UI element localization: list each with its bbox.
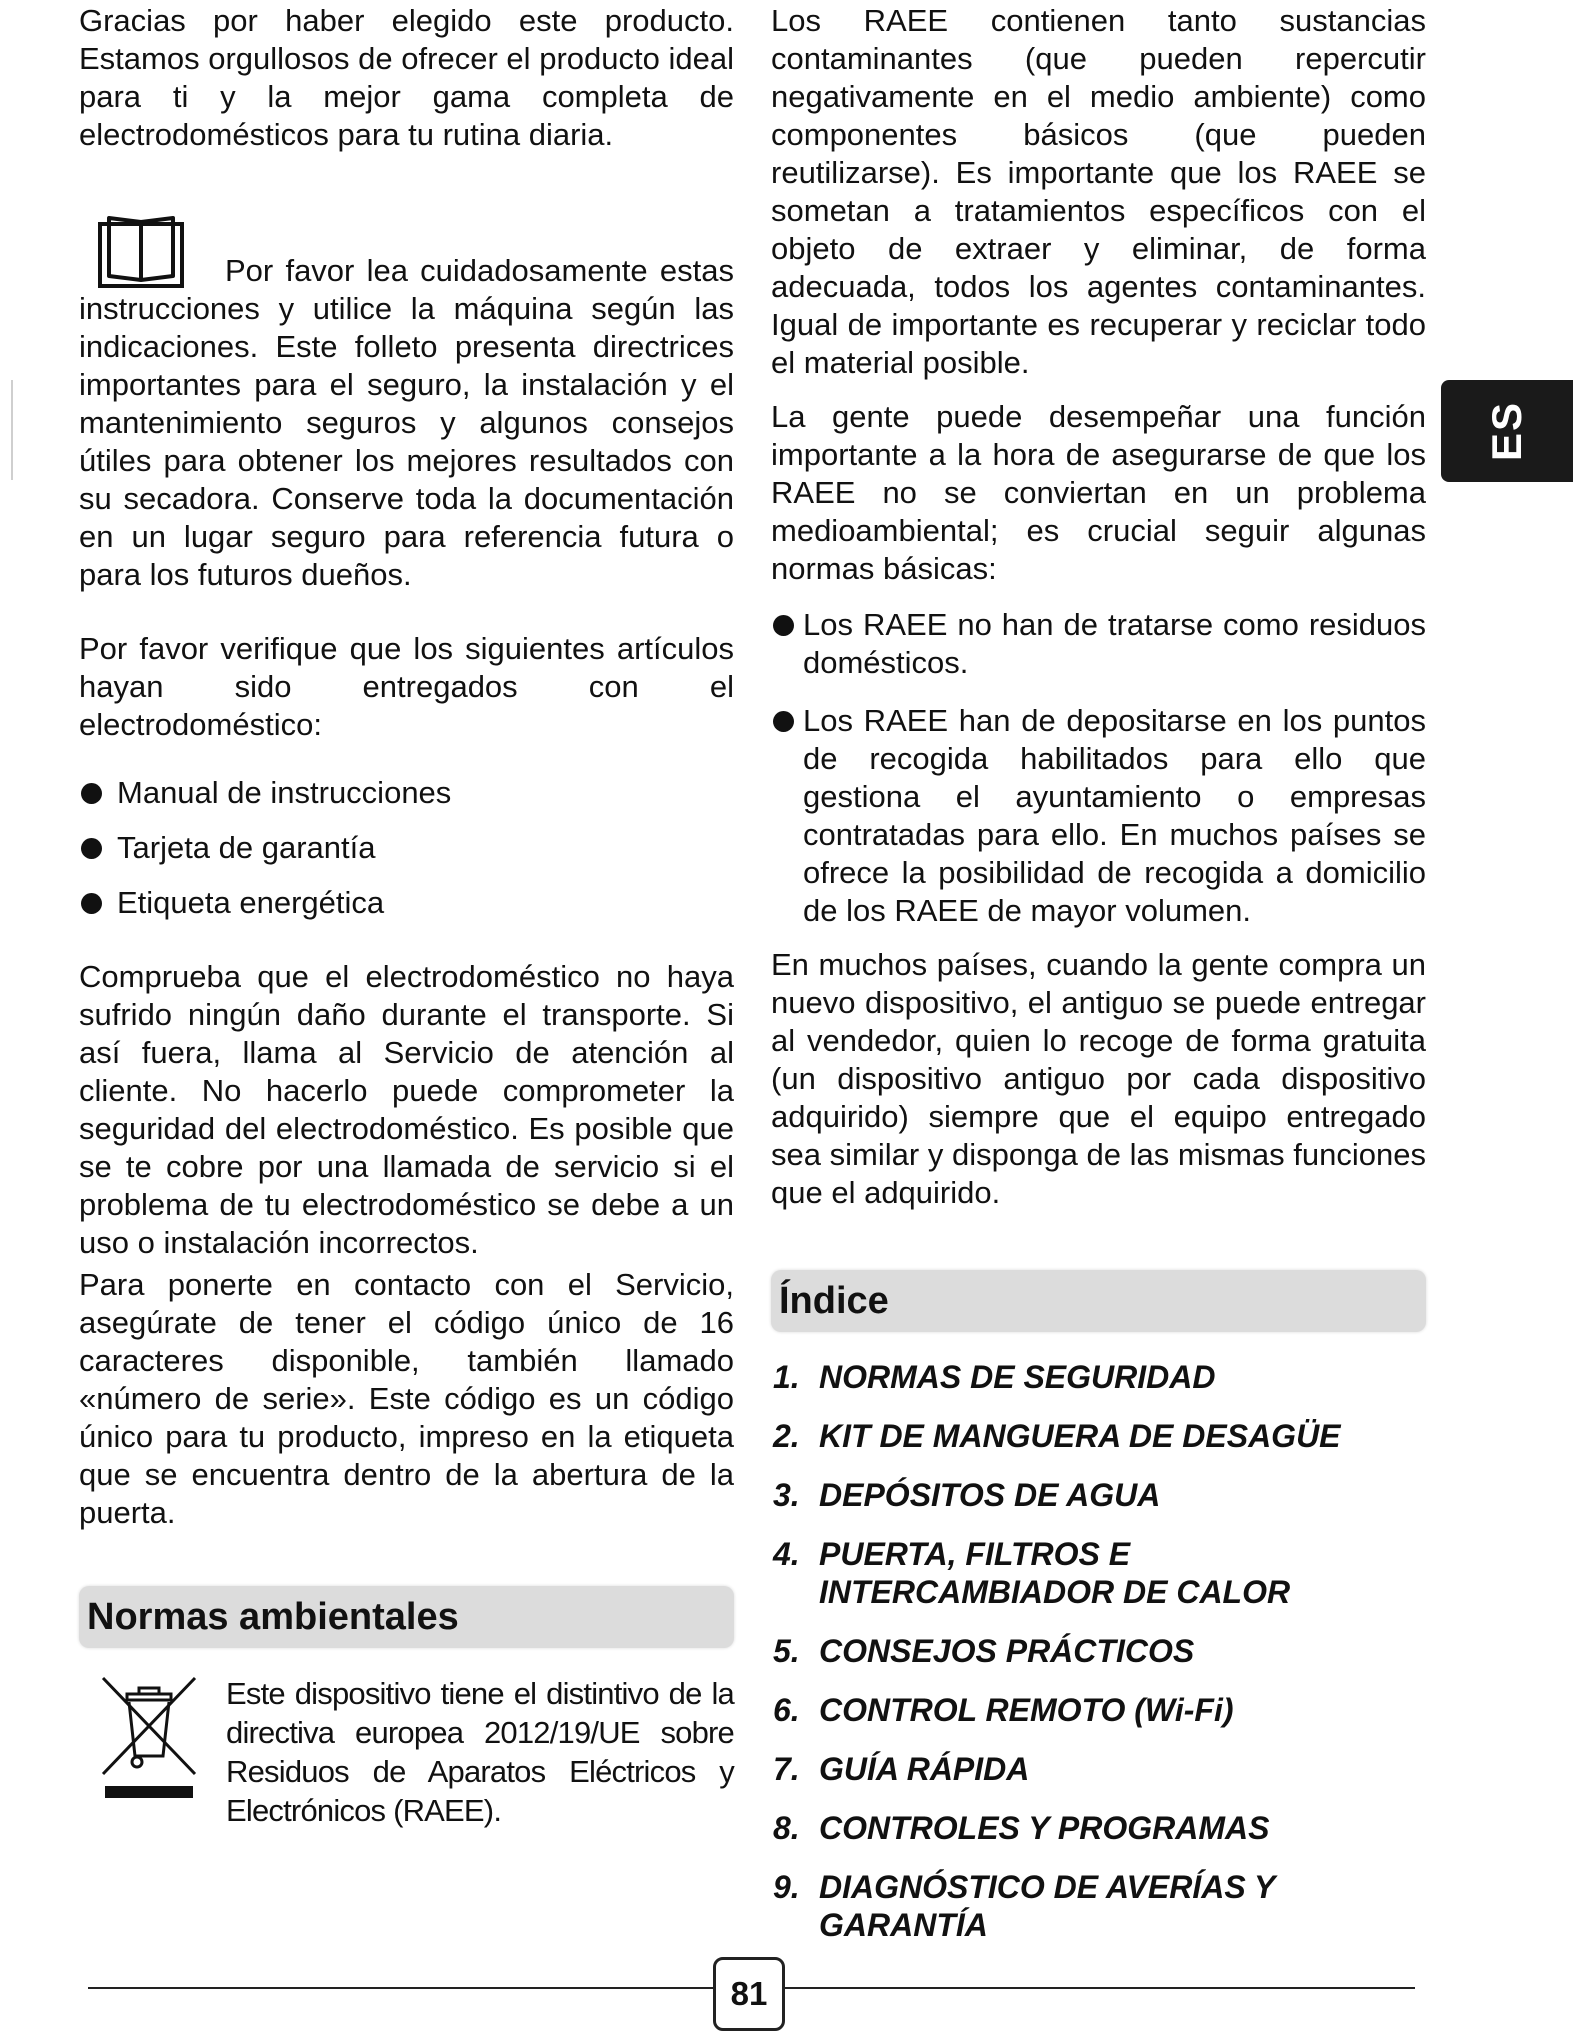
instructions-lead: Por favor lea cuidadosamente <box>225 253 648 288</box>
index-heading <box>771 1270 1426 1332</box>
index-item[interactable]: 3. DEPÓSITOS DE AGUA <box>773 1477 1161 1513</box>
page-number: 81 <box>713 1957 785 2031</box>
people-role-paragraph: La gente puede desempeñar una función importante a la hora de asegurarse de que los RAEE no se conviertan en un problema medioambiental; es crucial seguir algunas normas básicas: <box>771 399 1426 586</box>
index-list <box>771 1358 1426 1944</box>
index-item[interactable]: 1. NORMAS DE SEGURIDAD <box>773 1359 1216 1395</box>
index-title: Índice <box>779 1280 889 1322</box>
footer-rule-right <box>785 1987 1415 1989</box>
list-item: Manual de instrucciones <box>79 774 734 812</box>
damage-paragraph: Comprueba que el electrodoméstico no haya sufrido ningún daño durante el transporte. Si así fuera, llama al Servicio de atención al cliente. No hacerlo puede comprometer la seguridad del electrodoméstico. Es posible que se te cobre por una llamada de servicio si el problema de tu electrodoméstico se debe a un uso o instalación incorrectos. <box>79 959 734 1260</box>
instructions-paragraph <box>79 214 734 594</box>
index-item[interactable]: 4. PUERTA, FILTROS E INTERCAMBIADOR DE CALOR <box>773 1536 1291 1610</box>
raee-intro-paragraph: Los RAEE contienen tanto sustancias contaminantes (que pueden repercutir negativamente en el medio ambiente) como componentes básicos (que pueden reutilizarse). Es importante que los RAEE se sometan a tratamientos específicos con el objeto de extraer y eliminar, de forma adecuada, todos los agentes contaminantes. Igual de importante es recuperar y reciclar todo el material posible. <box>771 3 1426 380</box>
index-item[interactable]: 7. GUÍA RÁPIDA <box>773 1751 1030 1787</box>
right-column <box>771 0 1426 1965</box>
weee-block <box>79 1674 734 1830</box>
instructions-rest: estas instrucciones y utilice la máquina según las indicaciones. Este folleto presenta directrices importantes para el seguro, la instalación y el mantenimiento seguros y algunos consejos útiles para obtener los mejores resultados con su secadora. Conserve toda la documentación en un lugar seguro para referencia futura o para los futuros dueños. <box>79 253 734 592</box>
weee-text: Este dispositivo tiene el distintivo de la directiva europea 2012/19/UE sobre Residuos de Aparatos Eléctricos y Electrónicos (RAEE). <box>226 1676 734 1828</box>
contact-paragraph: Para ponerte en contacto con el Servicio, asegúrate de tener el código único de 16 caracteres disponible, también llamado «número de serie». Este código es un código único para tu producto, impreso en la etiqueta que se encuentra dentro de la abertura de la puerta. <box>79 1267 734 1530</box>
verify-paragraph: Por favor verifique que los siguientes artículos hayan sido entregados con el electrodoméstico: <box>79 631 734 742</box>
list-item: Los RAEE no han de tratarse como residuos domésticos. <box>771 606 1426 682</box>
index-item[interactable]: 5. CONSEJOS PRÁCTICOS <box>773 1633 1195 1669</box>
crossed-bin-icon <box>99 1674 199 1804</box>
return-policy-paragraph: En muchos países, cuando la gente compra un nuevo dispositivo, el antiguo se puede entregar al vendedor, quien lo recoge de forma gratuita (un dispositivo antiguo por cada dispositivo adquirido) siempre que el equipo entregado sea similar y disponga de las mismas funciones que el adquirido. <box>771 947 1426 1210</box>
environment-title: Normas ambientales <box>87 1596 459 1638</box>
index-item[interactable]: 2. KIT DE MANGUERA DE DESAGÜE <box>773 1418 1341 1454</box>
language-tab <box>1441 380 1573 482</box>
list-item: Etiqueta energética <box>79 884 734 922</box>
index-item[interactable]: 8. CONTROLES Y PROGRAMAS <box>773 1810 1270 1846</box>
delivered-items-list <box>79 774 734 922</box>
list-item: Los RAEE han de depositarse en los puntos de recogida habilitados para ello que gestiona el ayuntamiento o empresas contratadas para ello. En muchos países se ofrece la posibilidad de recogida a domicilio de los RAEE de mayor volumen. <box>771 702 1426 930</box>
list-item: Tarjeta de garantía <box>79 829 734 867</box>
footer-rule-left <box>88 1987 713 1989</box>
raee-rules-list <box>771 606 1426 930</box>
language-code: ES <box>1483 400 1530 462</box>
open-book-icon <box>97 214 185 290</box>
intro-paragraph: Gracias por haber elegido este producto. Estamos orgullosos de ofrecer el producto ideal para ti y la mejor gama completa de electrodomésticos para tu rutina diaria. <box>79 3 734 152</box>
margin-mark <box>11 380 13 480</box>
left-column <box>79 0 734 1830</box>
index-item[interactable]: 9. DIAGNÓSTICO DE AVERÍAS Y GARANTÍA <box>773 1869 1275 1943</box>
environment-heading <box>79 1586 734 1648</box>
index-item[interactable]: 6. CONTROL REMOTO (Wi-Fi) <box>773 1692 1234 1728</box>
